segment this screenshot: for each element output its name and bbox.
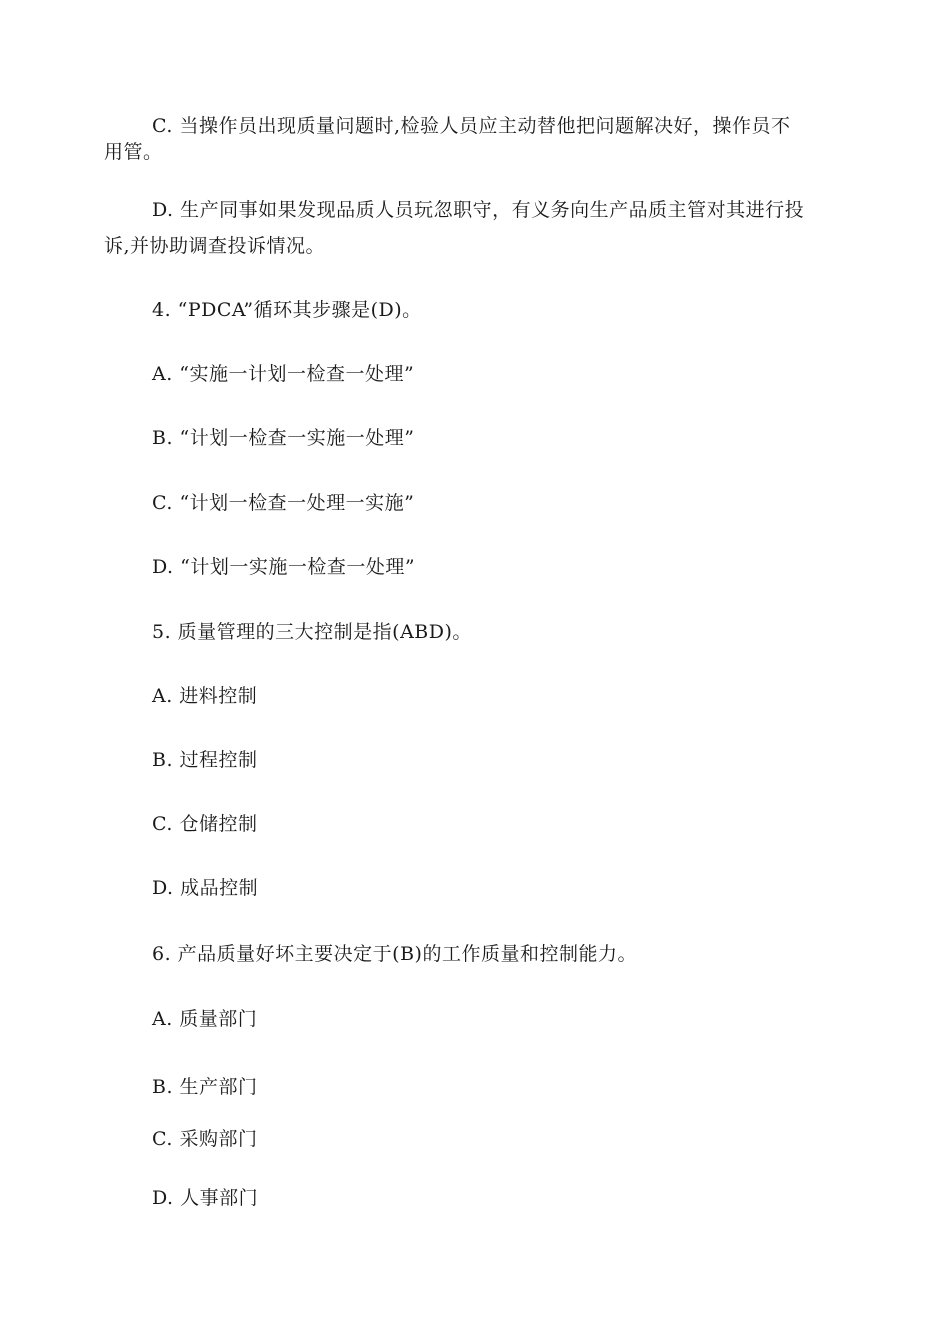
q3-option-d-line1: D. 生产同事如果发现品质人员玩忽职守，有义务向生产品质主管对其进行投 <box>152 199 805 221</box>
q4-option-b: B. “计划一检查一实施一处理” <box>152 427 415 449</box>
q5-option-c: C. 仓储控制 <box>152 813 258 835</box>
q5-option-d: D. 成品控制 <box>152 877 259 899</box>
question-5: 5. 质量管理的三大控制是指(ABD)。 <box>152 621 472 643</box>
q4-option-a: A. “实施一计划一检查一处理” <box>152 363 415 385</box>
q3-option-c-line1: C. 当操作员出现质量问题时,检验人员应主动替他把问题解决好，操作员不 <box>152 115 791 137</box>
q4-option-d: D. “计划一实施一检查一处理” <box>152 556 416 578</box>
q4-option-c: C. “计划一检查一处理一实施” <box>152 492 415 514</box>
question-4: 4. “PDCA”循环其步骤是(D)。 <box>152 299 422 321</box>
q5-option-b: B. 过程控制 <box>152 749 258 771</box>
q6-option-a: A. 质量部门 <box>152 1008 258 1030</box>
q6-option-c: C. 采购部门 <box>152 1128 258 1150</box>
q6-option-b: B. 生产部门 <box>152 1076 258 1098</box>
q5-option-a: A. 进料控制 <box>152 685 258 707</box>
q3-option-d-line2: 诉,并协助调查投诉情况。 <box>104 235 326 257</box>
question-6: 6. 产品质量好坏主要决定于(B)的工作质量和控制能力。 <box>152 943 637 965</box>
q6-option-d: D. 人事部门 <box>152 1187 259 1209</box>
q3-option-c-line2: 用管。 <box>104 141 163 163</box>
